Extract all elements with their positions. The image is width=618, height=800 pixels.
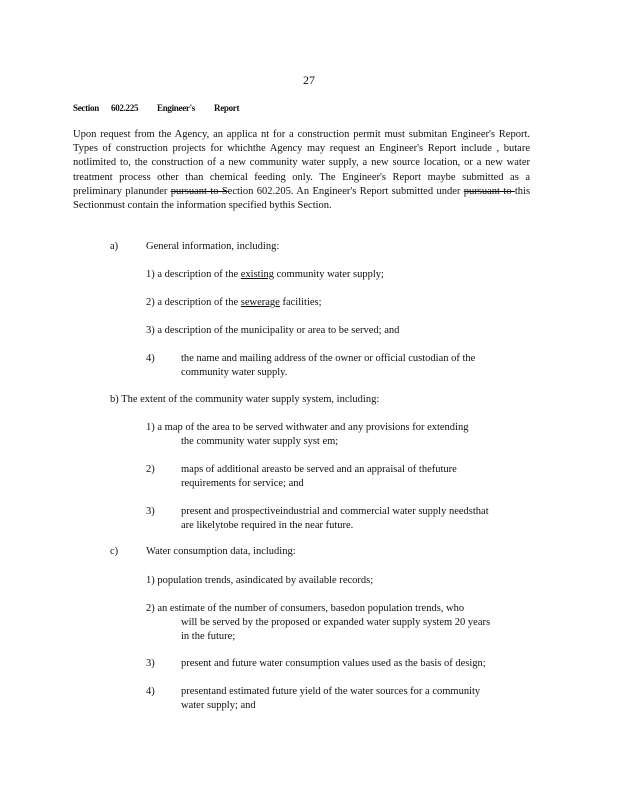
section-number: 602.225 <box>111 103 139 113</box>
item-text-line3: in the future; <box>181 631 236 643</box>
struck-text: pursuant to <box>463 185 515 197</box>
item-number: 4) <box>146 686 155 697</box>
item-a-heading: General information, including: <box>146 241 280 252</box>
list-item-c4 <box>146 685 546 713</box>
item-text: population trends, asindicated by available records; <box>157 575 374 586</box>
item-text: a description of the municipality or area to be served; and <box>157 325 400 336</box>
item-text-line1 <box>146 602 546 616</box>
intro-text-1: Upon request from the Agency, an applica nt for a construction permit must submitan Engineer's Report. Types of construction projects for whichthe Agency may request an Engineer's Report include , butare notlimited to, the construction of a new community water supply, a new source location, or a new water treatment process other than chemical feeding only. The Engineer's Report maybe submitted as a preliminary planunder <box>73 129 530 197</box>
list-item-a2 <box>146 296 322 310</box>
item-number: 1) <box>146 422 155 433</box>
struck-text: pursuant to S <box>170 185 228 197</box>
item-text: an estimate of the number of consumers, basedon population trends, who <box>157 603 465 614</box>
item-text-line2: will be served by the proposed or expanded water supply system 20 years <box>181 617 491 629</box>
item-text-line2: are likelytobe required in the near future. <box>181 520 354 532</box>
intro-paragraph <box>73 128 530 213</box>
underlined-text: existing <box>240 269 275 280</box>
item-number: 1) <box>146 575 155 586</box>
section-word: Section <box>73 103 99 113</box>
intro-text-3: this Sectionmust contain the information specified bythis Section. <box>73 185 531 212</box>
item-number: 4) <box>146 353 155 364</box>
item-text-line2: community water supply. <box>181 367 288 379</box>
item-text: a map of the area to be served withwater and any provisions for extending <box>157 422 469 433</box>
item-text: a description of the <box>157 269 241 280</box>
item-number: 2) <box>146 297 155 308</box>
item-text-line1: maps of additional areasto be served and an appraisal of thefuture <box>181 464 457 475</box>
item-number: 3) <box>146 506 155 517</box>
item-text-line2: requirements for service; and <box>181 478 304 490</box>
item-number: 3) <box>146 325 155 336</box>
item-text: community water supply; <box>274 269 384 280</box>
item-text-line2: the community water supply syst em; <box>181 436 339 448</box>
list-item-b2 <box>146 463 536 491</box>
item-number: 2) <box>146 603 155 614</box>
list-item-a3 <box>146 324 399 338</box>
section-heading <box>73 103 239 113</box>
item-text-line1: the name and mailing address of the owner or official custodian of the <box>181 353 476 364</box>
item-text-line2: water supply; and <box>181 700 256 712</box>
item-number: 2) <box>146 464 155 475</box>
item-text: a description of the <box>157 297 241 308</box>
item-text-line1: present and prospectiveindustrial and commercial water supply needsthat <box>181 506 489 517</box>
item-b-heading: b) The extent of the community water supply system, including: <box>110 394 380 405</box>
list-item-c3 <box>146 657 546 671</box>
intro-text-2: ection 602.205. An Engineer's Report submitted under <box>227 185 464 197</box>
list-item-c1 <box>146 574 373 588</box>
section-title-part1: Engineer's <box>157 103 196 113</box>
list-item-a4 <box>146 352 536 380</box>
underlined-text: sewerage <box>240 297 280 308</box>
item-letter-c: c) <box>110 546 119 557</box>
item-c-heading: Water consumption data, including: <box>146 546 296 557</box>
item-number: 3) <box>146 658 155 669</box>
item-text-line1 <box>146 421 536 435</box>
list-item-c2 <box>146 602 546 645</box>
list-item-b3 <box>146 505 546 533</box>
list-item-a1 <box>146 268 384 282</box>
section-title-part2: Report <box>214 103 240 113</box>
list-item-b1 <box>146 421 536 449</box>
item-letter-a: a) <box>110 241 119 252</box>
item-text-line1: present and future water consumption values used as the basis of design; <box>181 658 486 669</box>
item-text-line1: presentand estimated future yield of the water sources for a community <box>181 686 481 697</box>
item-number: 1) <box>146 269 155 280</box>
page-number: 27 <box>303 73 315 87</box>
item-text: facilities; <box>279 297 322 308</box>
